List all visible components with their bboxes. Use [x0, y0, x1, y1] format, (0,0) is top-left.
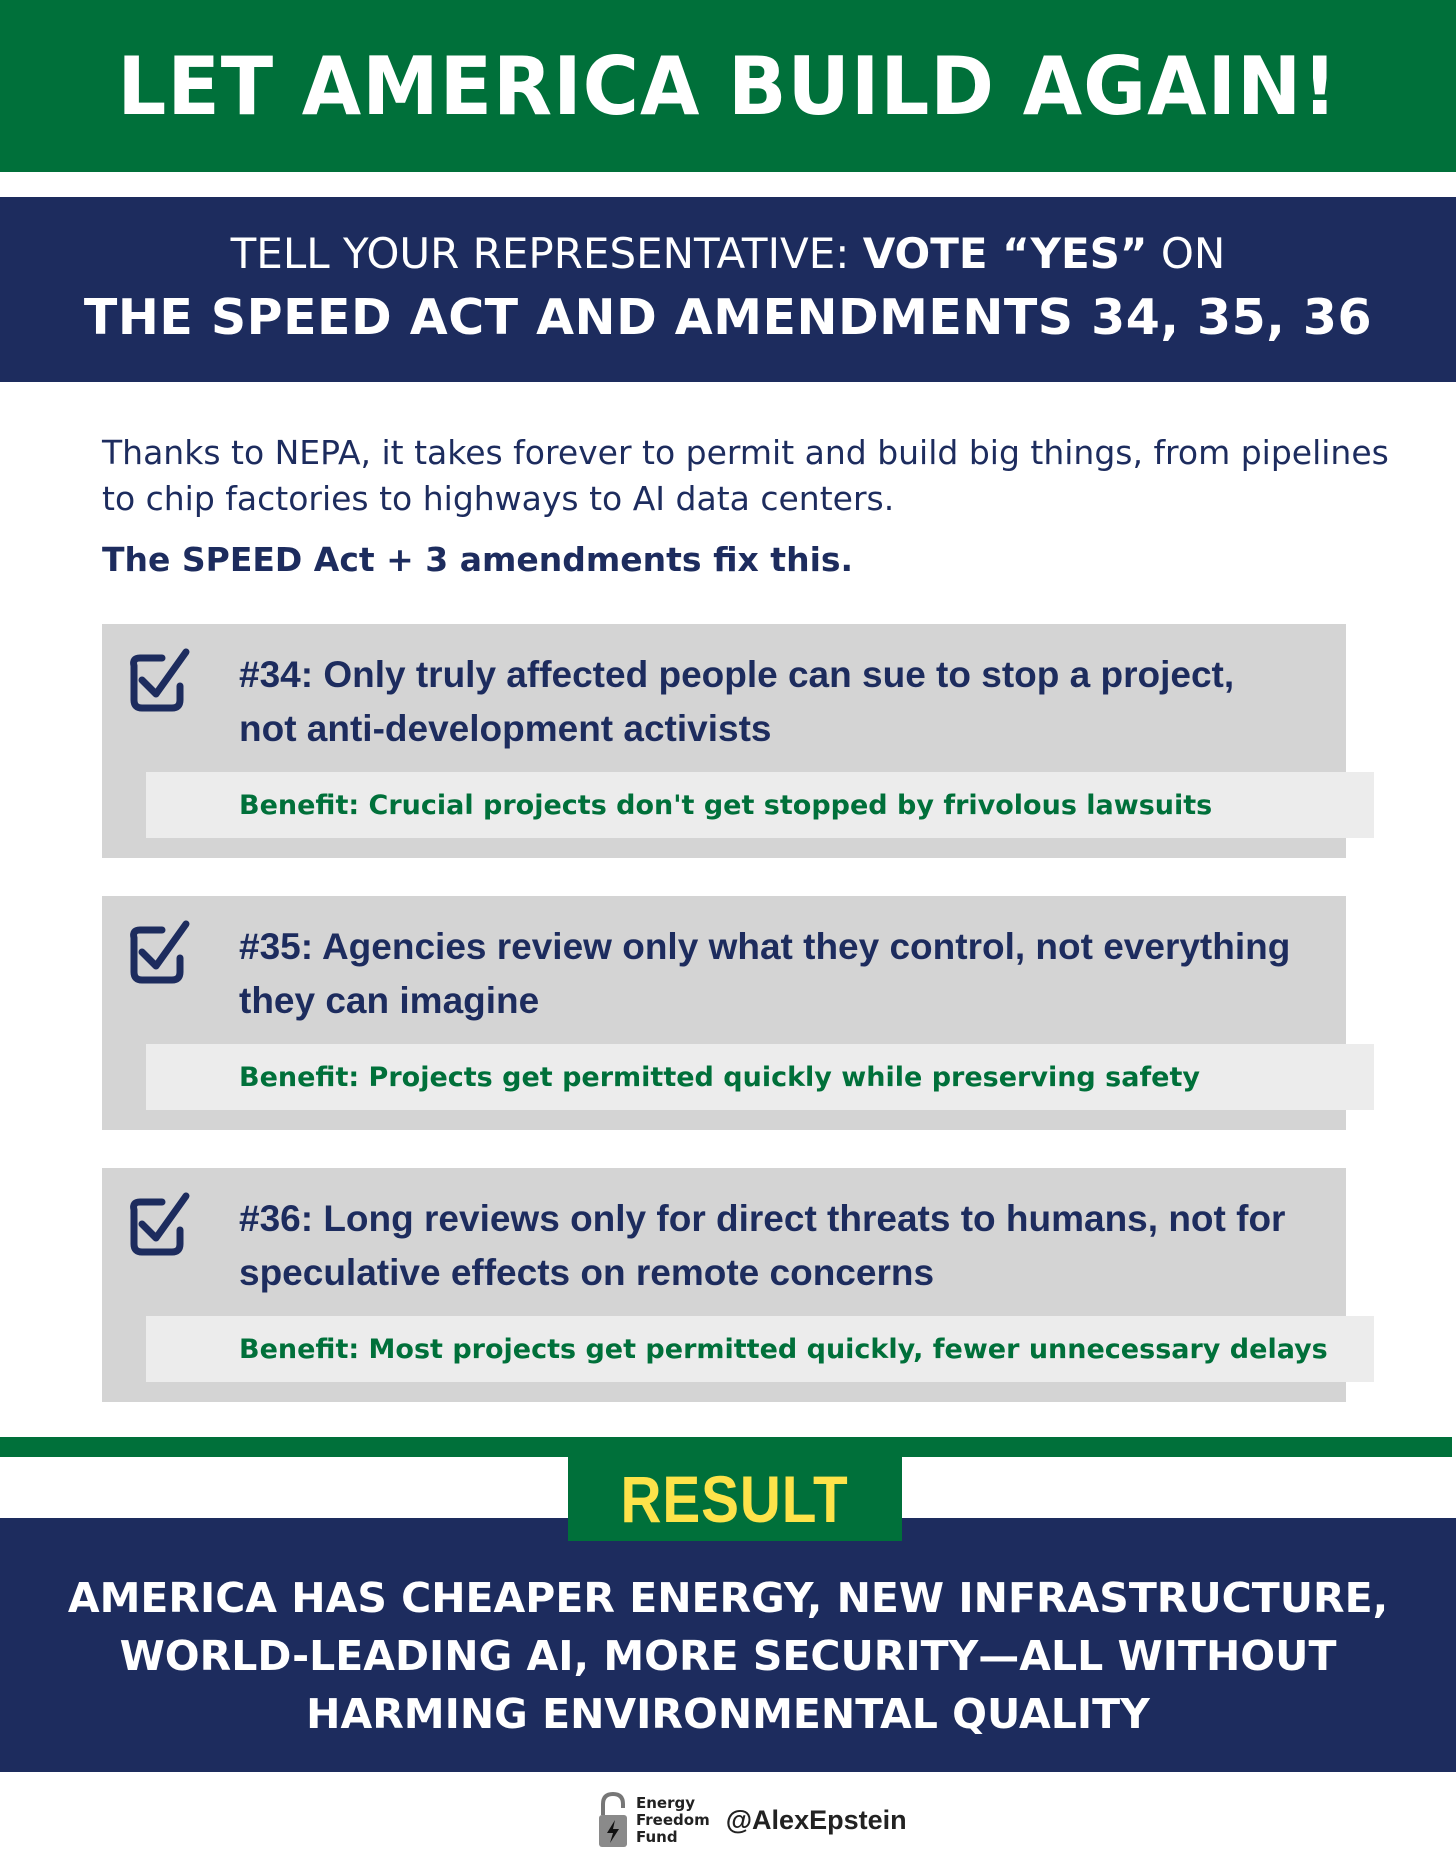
benefit-box: [146, 1316, 1374, 1382]
page-title: LET AMERICA BUILD AGAIN!: [117, 39, 1339, 133]
cta-banner: [0, 197, 1456, 382]
logo-line-3: Fund: [636, 1827, 678, 1846]
result-box: [0, 1518, 1456, 1772]
divider-rule: [0, 1437, 1452, 1457]
intro-lead: The SPEED Act + 3 amendments fix this.: [102, 540, 854, 579]
amendment-card-35: [102, 896, 1346, 1130]
amendment-card-36: [102, 1168, 1346, 1402]
top-banner: [0, 0, 1456, 172]
amendment-title: #34: Only truly affected people can sue to stop a project, not anti-development activists: [239, 654, 1235, 749]
result-label: RESULT: [620, 1462, 849, 1536]
result-label-tag: [568, 1457, 902, 1541]
footer: [598, 1790, 907, 1850]
cta-prefix: TELL YOUR REPRESENTATIVE:: [230, 229, 863, 278]
benefit-text: Benefit: Most projects get permitted quickly, fewer unnecessary delays: [239, 1333, 1328, 1365]
cta-line-2: THE SPEED ACT AND AMENDMENTS 34, 35, 36: [83, 289, 1373, 346]
logo-line-1: Energy: [636, 1793, 696, 1812]
cta-line-1: [0, 229, 1456, 278]
padlock-lightning-icon: [598, 1791, 628, 1849]
checkbox-check-icon: [126, 916, 192, 986]
logo-line-2: Freedom: [636, 1810, 710, 1829]
amendment-title: #36: Long reviews only for direct threats to humans, not for speculative effects on remote concerns: [239, 1198, 1286, 1293]
amendment-card-34: [102, 624, 1346, 858]
logo-wordmark: [636, 1795, 710, 1846]
intro-paragraph: Thanks to NEPA, it takes forever to permit and build big things, from pipelines to chip factories to highways to AI data centers.: [102, 433, 1389, 518]
cta-suffix: ON: [1147, 229, 1226, 278]
cta-vote-yes: VOTE “YES”: [862, 229, 1148, 278]
benefit-box: [146, 772, 1374, 838]
benefit-text: Benefit: Projects get permitted quickly while preserving safety: [239, 1061, 1201, 1093]
benefit-text: Benefit: Crucial projects don't get stopped by frivolous lawsuits: [239, 789, 1213, 821]
amendment-title: #35: Agencies review only what they control, not everything they can imagine: [239, 926, 1291, 1021]
checkbox-check-icon: [126, 644, 192, 714]
checkbox-check-icon: [126, 1188, 192, 1258]
social-handle[interactable]: @AlexEpstein: [725, 1804, 907, 1835]
result-text: AMERICA HAS CHEAPER ENERGY, NEW INFRASTRUCTURE, WORLD-LEADING AI, MORE SECURITY—ALL WITHOUT HARMING ENVIRONMENTAL QUALITY: [67, 1574, 1389, 1738]
benefit-box: [146, 1044, 1374, 1110]
